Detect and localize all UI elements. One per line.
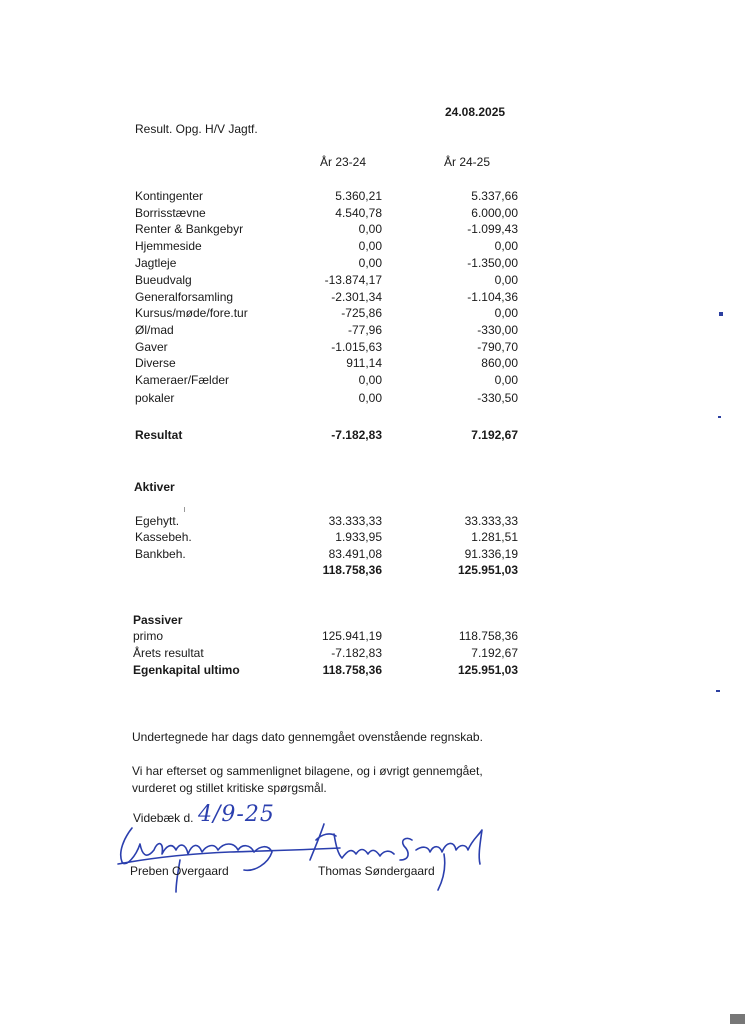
document-date: 24.08.2025 <box>445 105 506 119</box>
row-label: Hjemmeside <box>135 239 202 253</box>
row-value-curr: -790,70 <box>477 340 518 354</box>
scan-mark <box>184 507 185 512</box>
row-value-prev: 0,00 <box>358 256 382 270</box>
liability-label: Årets resultat <box>133 646 204 660</box>
row-label: Borrisstævne <box>135 206 206 220</box>
signatory-name-2: Thomas Søndergaard <box>318 864 435 878</box>
result-value-curr: 7.192,67 <box>471 428 518 442</box>
row-value-prev: 911,14 <box>346 356 382 370</box>
row-value-curr: 0,00 <box>494 239 518 253</box>
assets-total-curr: 125.951,03 <box>457 563 518 577</box>
asset-value-prev: 33.333,33 <box>328 514 382 528</box>
row-value-prev: 4.540,78 <box>335 206 382 220</box>
asset-label: Egehytt. <box>135 514 180 528</box>
statement-line-3: vurderet og stillet kritiske spørgsmål. <box>132 781 327 795</box>
equity-total-prev: 118.758,36 <box>322 663 382 677</box>
row-label: Bueudvalg <box>135 273 192 287</box>
row-value-prev: 0,00 <box>358 373 382 387</box>
row-label: Øl/mad <box>135 323 174 337</box>
row-label: Diverse <box>135 356 176 370</box>
asset-value-curr: 1.281,51 <box>471 530 518 544</box>
asset-label: Bankbeh. <box>135 547 186 561</box>
liability-value-curr: 7.192,67 <box>471 646 518 660</box>
document-title: Result. Opg. H/V Jagtf. <box>135 122 258 136</box>
row-value-prev: -1.015,63 <box>331 340 382 354</box>
equity-total-curr: 125.951,03 <box>457 663 518 677</box>
signatory-name-1: Preben Overgaard <box>130 864 229 878</box>
asset-value-prev: 83.491,08 <box>328 547 382 561</box>
signature-stroke-2 <box>118 848 340 864</box>
liabilities-heading: Passiver <box>133 613 183 627</box>
row-value-prev: -13.874,17 <box>324 273 382 287</box>
scan-edge-mark <box>730 1014 745 1024</box>
asset-value-prev: 1.933,95 <box>335 530 382 544</box>
liability-label: primo <box>133 629 164 643</box>
result-label: Resultat <box>135 428 183 442</box>
column-header-curr: År 24-25 <box>444 155 491 169</box>
liability-value-prev: 125.941,19 <box>321 629 382 643</box>
row-value-prev: -77,96 <box>347 323 382 337</box>
row-value-curr: -1.104,36 <box>467 290 518 304</box>
row-value-curr: -330,00 <box>477 323 518 337</box>
row-label: Jagtleje <box>135 256 177 270</box>
row-label: Gaver <box>135 340 168 354</box>
row-value-prev: -2.301,34 <box>331 290 382 304</box>
row-value-prev: -725,86 <box>341 306 382 320</box>
assets-heading: Aktiver <box>134 480 175 494</box>
row-value-curr: 860,00 <box>481 356 518 370</box>
scan-speck <box>719 312 723 316</box>
row-label: Renter & Bankgebyr <box>135 222 244 236</box>
signature-stroke-4 <box>310 824 336 860</box>
row-value-curr: 6.000,00 <box>471 206 518 220</box>
asset-value-curr: 33.333,33 <box>464 514 518 528</box>
row-label: pokaler <box>135 391 175 405</box>
row-value-curr: -1.099,43 <box>467 222 518 236</box>
row-value-prev: 0,00 <box>358 222 382 236</box>
statement-line-2: Vi har efterset og sammenlignet bilagene, og i øvrigt gennemgået, <box>132 764 483 778</box>
row-label: Kursus/møde/fore.tur <box>135 306 248 320</box>
row-value-curr: -330,50 <box>477 391 518 405</box>
signature-stroke-6 <box>400 830 482 864</box>
row-value-prev: 5.360,21 <box>335 189 382 203</box>
row-value-curr: 5.337,66 <box>471 189 518 203</box>
assets-total-prev: 118.758,36 <box>322 563 382 577</box>
row-value-prev: 0,00 <box>358 239 382 253</box>
row-label: Generalforsamling <box>135 290 234 304</box>
scan-speck <box>718 416 721 418</box>
column-header-prev: År 23-24 <box>320 155 367 169</box>
signature-stroke-5 <box>334 834 394 858</box>
row-label: Kameraer/Fælder <box>135 373 230 387</box>
asset-label: Kassebeh. <box>135 530 192 544</box>
result-value-prev: -7.182,83 <box>331 428 382 442</box>
asset-value-curr: 91.336,19 <box>464 547 518 561</box>
row-label: Kontingenter <box>135 189 204 203</box>
handwritten-date: 4/9-25 <box>198 802 275 827</box>
signature-graphics <box>110 820 500 900</box>
statement-line-1: Undertegnede har dags dato gennemgået ovenstående regnskab. <box>132 730 483 744</box>
row-value-curr: 0,00 <box>494 373 518 387</box>
row-value-curr: 0,00 <box>494 273 518 287</box>
row-value-prev: 0,00 <box>358 391 382 405</box>
liability-value-prev: -7.182,83 <box>331 646 382 660</box>
scan-speck <box>716 690 720 692</box>
liability-value-curr: 118.758,36 <box>458 629 518 643</box>
row-value-curr: 0,00 <box>494 306 518 320</box>
signature-stroke-7 <box>438 854 445 890</box>
equity-total-label: Egenkapital ultimo <box>133 663 240 677</box>
place-label: Videbæk d. <box>133 811 194 825</box>
row-value-curr: -1.350,00 <box>467 256 518 270</box>
